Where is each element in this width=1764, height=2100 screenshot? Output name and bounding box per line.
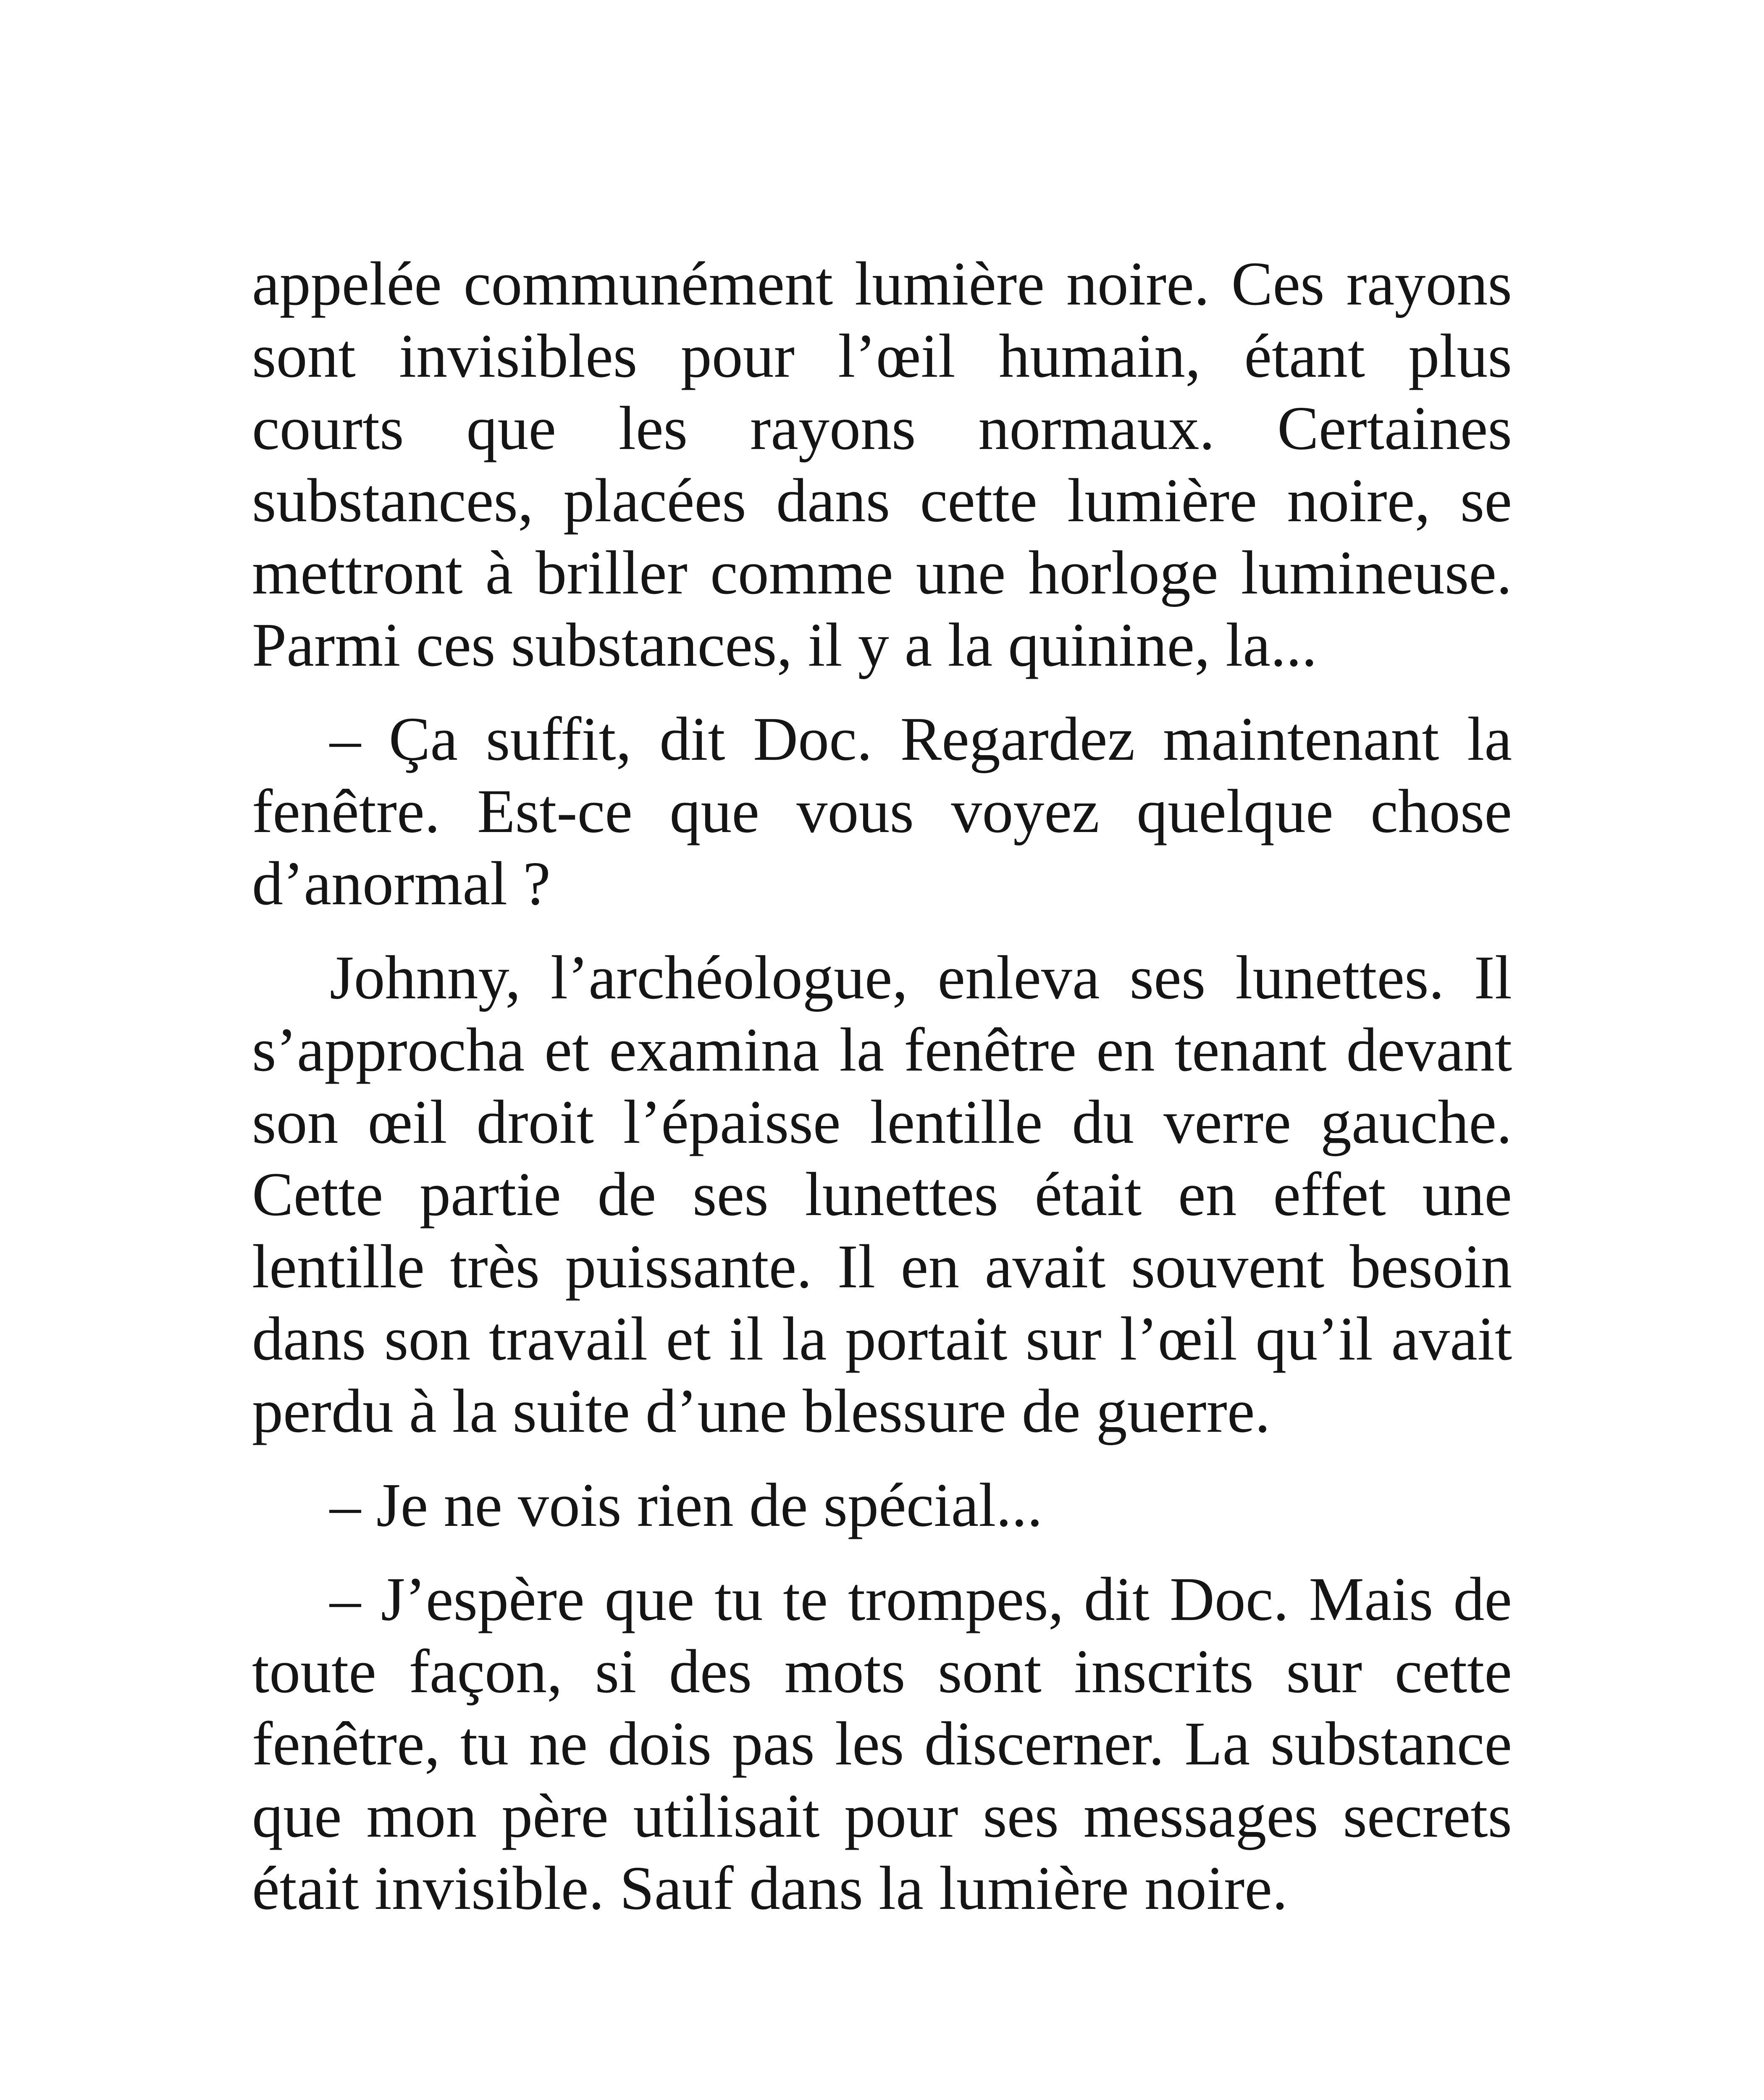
body-text bbox=[252, 248, 1512, 1946]
paragraph-1: appelée communément lumière noire. Ces rayons sont invisibles pour l’œil humain, étant plus courts que les rayons normaux. Certaines substances, placées dans cette lumière noire, se mettront à briller comme une horloge lumineuse. Parmi ces substances, il y a la quinine, la... bbox=[252, 249, 1512, 680]
paragraph-4: – Je ne vois rien de spécial... bbox=[330, 1471, 1043, 1540]
paragraph-5: – J’espère que tu te trompes, dit Doc. Mais de toute façon, si des mots sont inscrits sur cette fenêtre, tu ne dois pas les discerner. La substance que mon père utilisait pour ses messages secrets était invisible. Sauf dans la lumière noire. bbox=[252, 1565, 1512, 1923]
paragraph-2: – Ça suffit, dit Doc. Regardez maintenant la fenêtre. Est-ce que vous voyez quelque chose d’anormal ? bbox=[252, 705, 1512, 918]
paragraph-3: Johnny, l’archéologue, enleva ses lunettes. Il s’approcha et examina la fenêtre en tenant devant son œil droit l’épaisse lentille du verre gauche. Cette partie de ses lunettes était en effet une lentille très puissante. Il en avait souvent besoin dans son travail et il la portait sur l’œil qu’il avait perdu à la suite d’une blessure de guerre. bbox=[252, 943, 1512, 1446]
